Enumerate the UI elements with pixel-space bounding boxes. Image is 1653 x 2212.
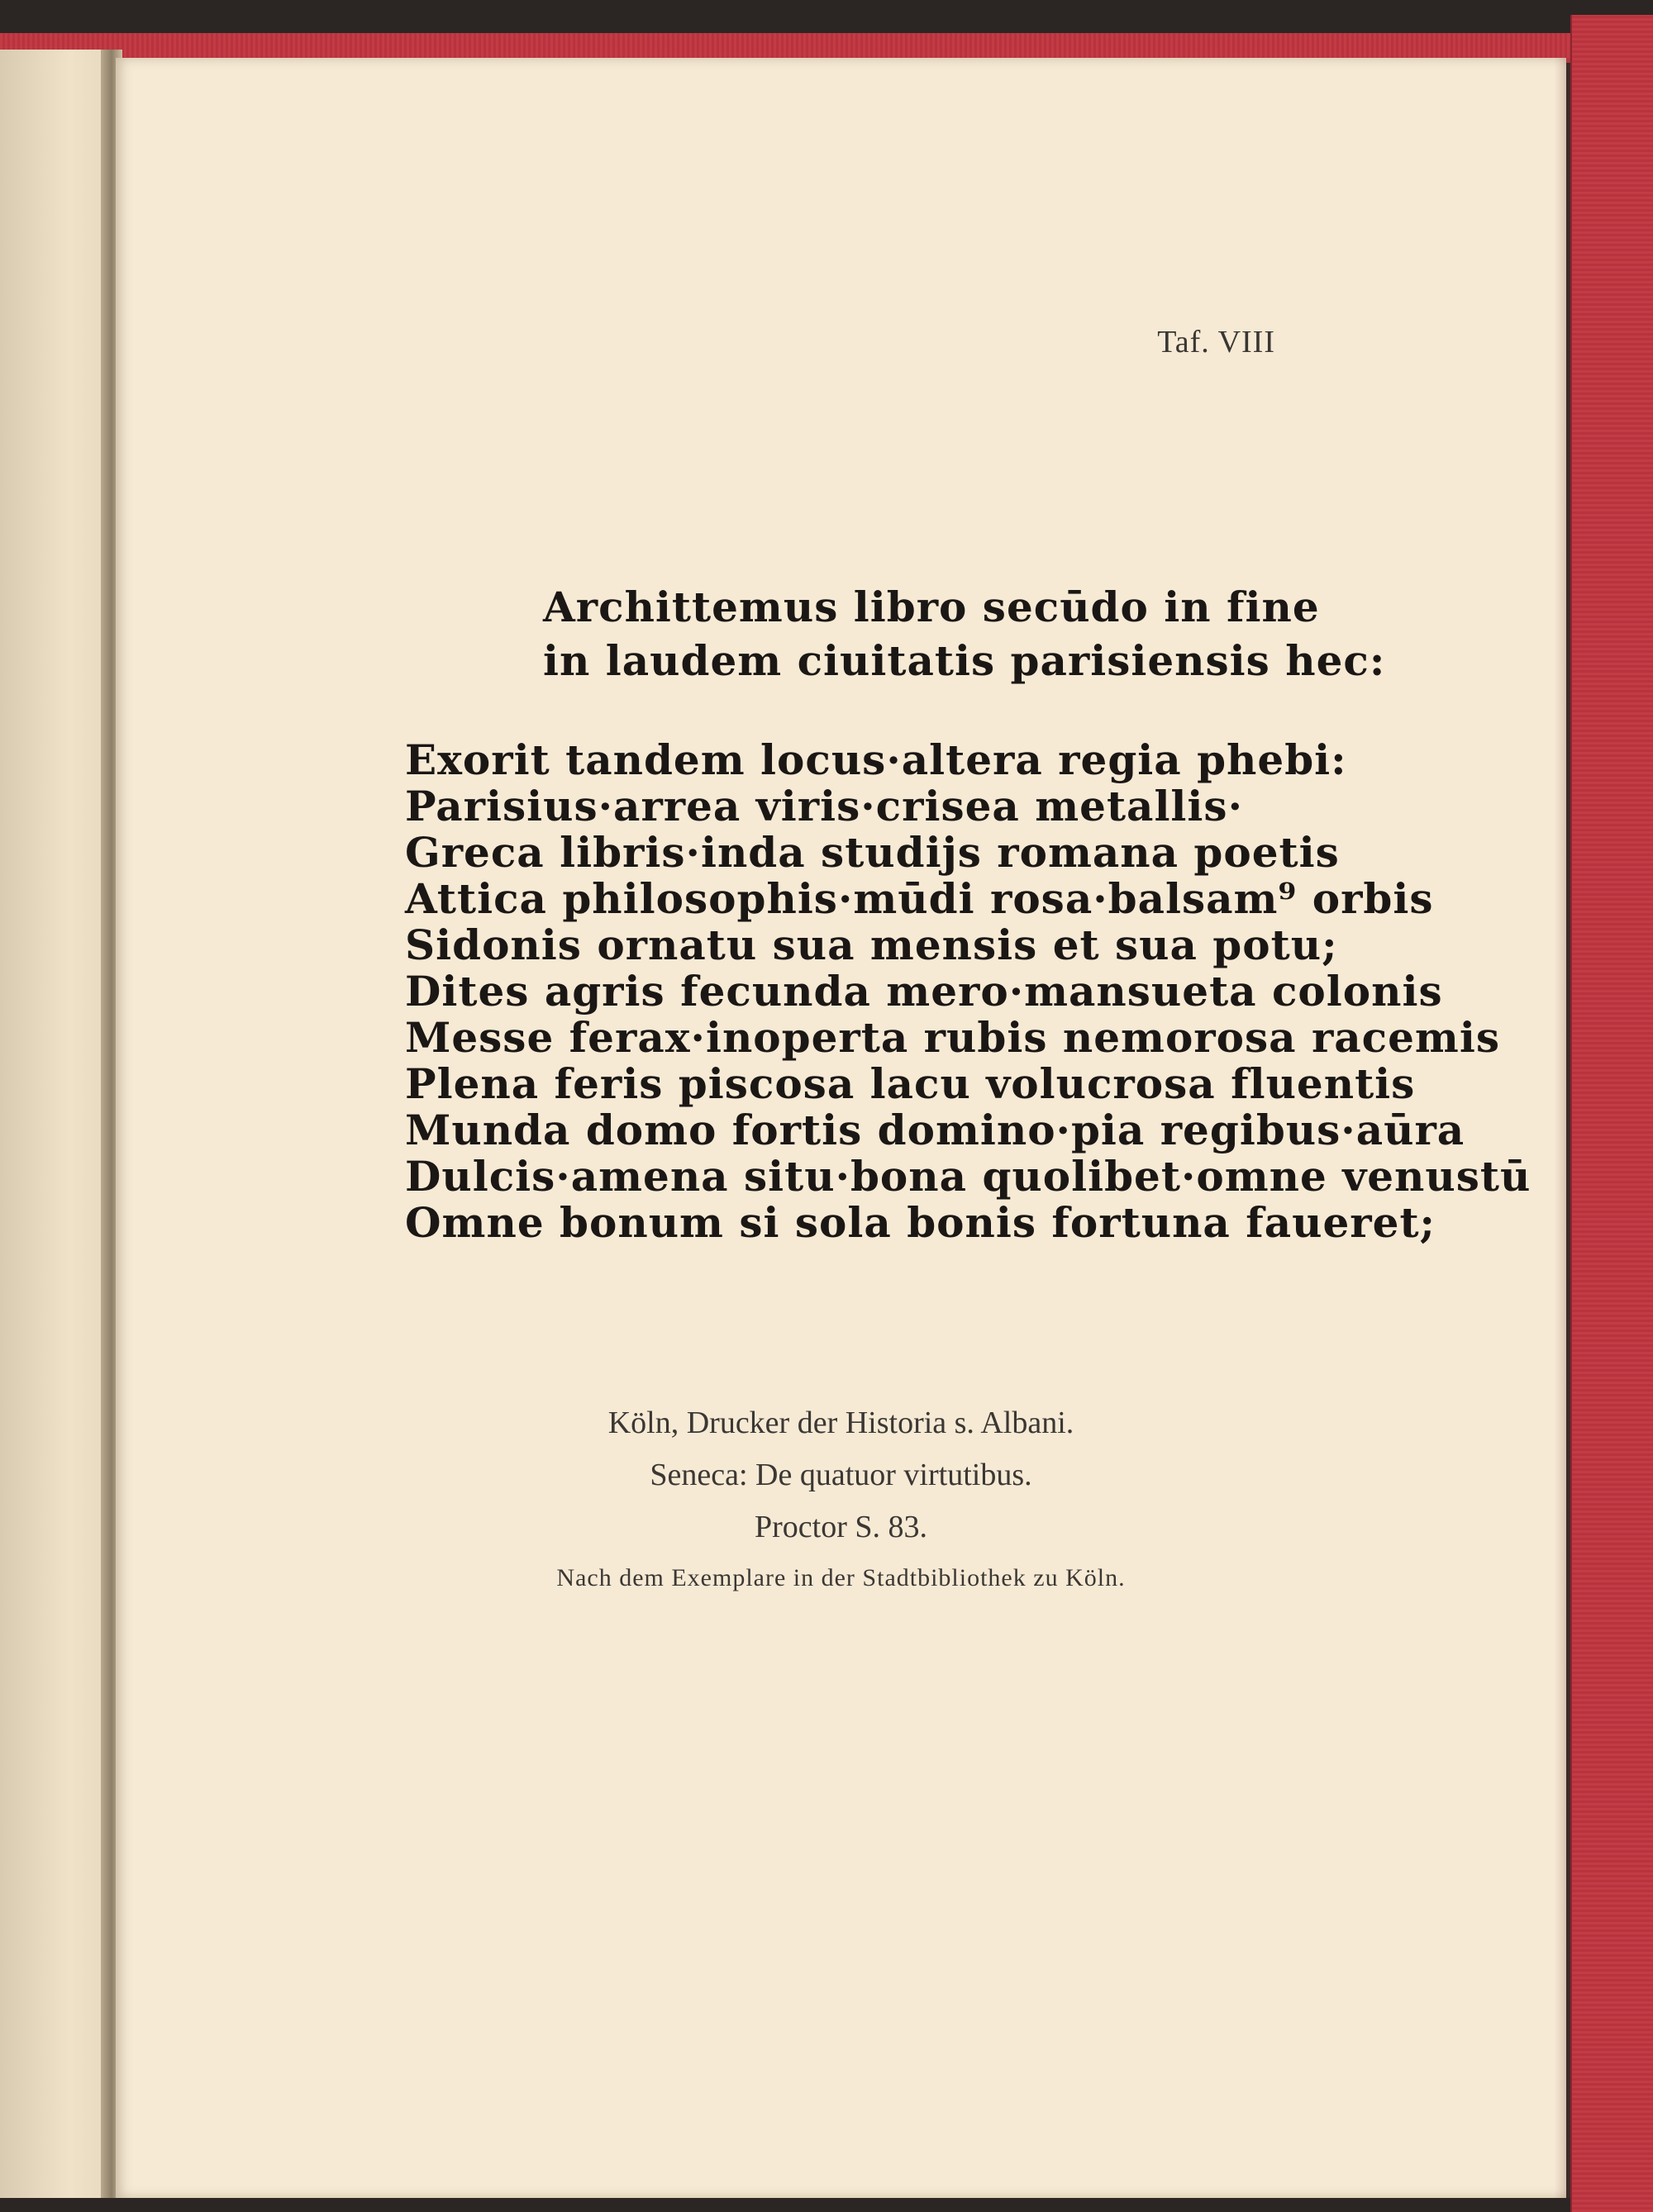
verse-line: Greca libris·inda studijs romana poetis (405, 828, 1340, 877)
caption-exemplar: Nach dem Exemplare in der Stadtbibliothek zu Köln. (556, 1564, 1126, 1591)
caption-proctor: Proctor S. 83. (755, 1510, 927, 1544)
verse-line: Parisius·arrea viris·crisea metallis· (405, 782, 1243, 830)
binding-right (1570, 15, 1653, 2212)
heading-line: in laudem ciuitatis parisiensis hec: (543, 636, 1386, 685)
verse-line: Munda domo fortis domino·pia regibus·aūra (405, 1106, 1465, 1154)
heading-line: Archittemus libro secūdo in fine (543, 583, 1320, 631)
page-edge-shadow (1554, 58, 1570, 2198)
caption-work: Seneca: De quatuor virtutibus. (650, 1458, 1032, 1492)
caption-printer: Köln, Drucker der Historia s. Albani. (607, 1406, 1074, 1440)
plate-label: Taf. VIII (1157, 325, 1275, 359)
facsimile-print (116, 58, 1566, 2198)
verse-line: Sidonis ornatu sua mensis et sua potu; (405, 920, 1338, 969)
verse-line: Exorit tandem locus·altera regia phebi: (405, 735, 1347, 784)
verse-line: Dulcis·amena situ·bona quolibet·omne venustū (405, 1152, 1532, 1201)
left-facing-page (0, 50, 116, 2198)
verse-line: Attica philosophis·mūdi rosa·balsam⁹ orbis (405, 874, 1434, 923)
verse-line: Messe ferax·inoperta rubis nemorosa racemis (405, 1013, 1500, 1062)
verse-line: Omne bonum si sola bonis fortuna faueret; (405, 1198, 1436, 1247)
verse-line: Dites agris fecunda mero·mansueta colonis (405, 967, 1443, 1016)
verse-line: Plena feris piscosa lacu volucrosa fluentis (405, 1059, 1416, 1108)
plate-page (116, 58, 1566, 2198)
